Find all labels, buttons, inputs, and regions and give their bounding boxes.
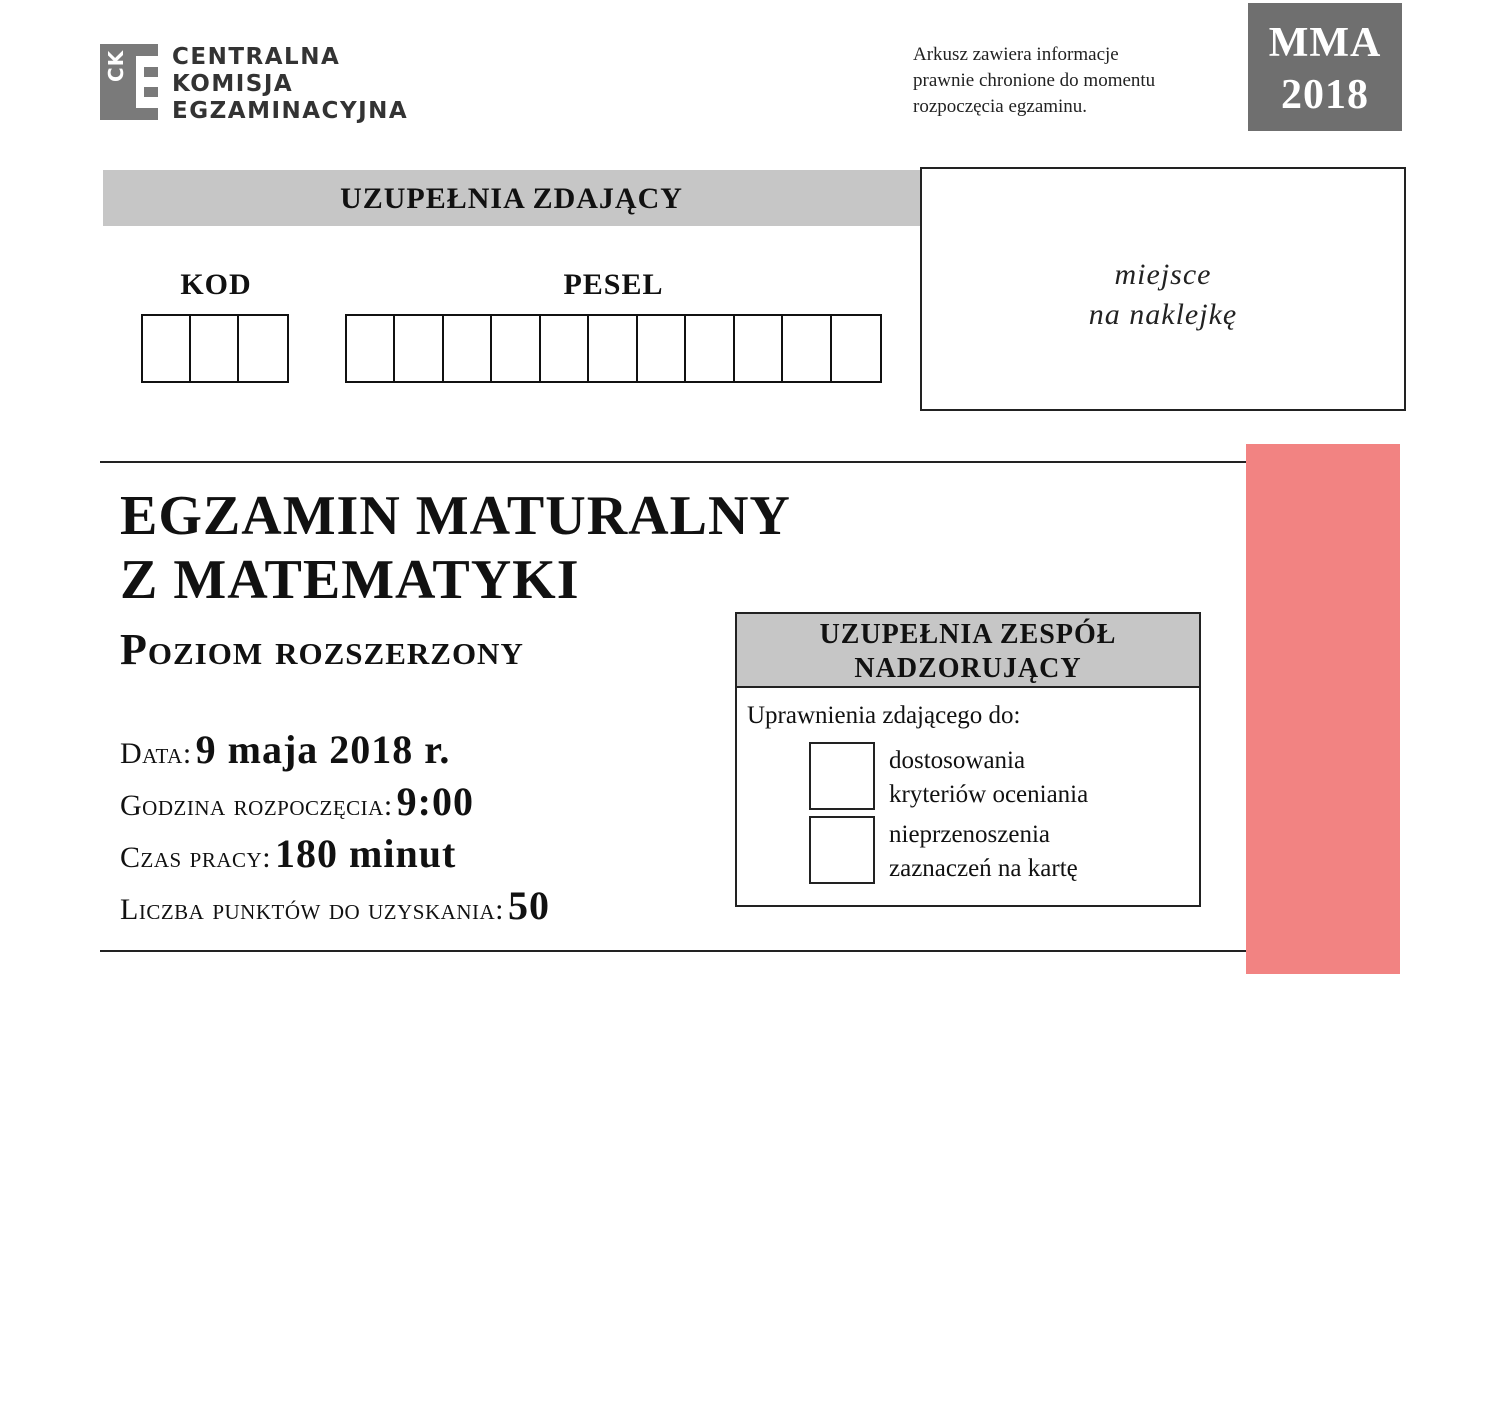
exam-date-key: Data: — [120, 737, 192, 770]
exam-duration-line — [120, 830, 456, 877]
kod-digit-box[interactable] — [191, 316, 239, 381]
exam-date-line — [120, 726, 450, 773]
exam-level: Poziom rozszerzony — [120, 625, 524, 674]
sticker-line-1: miejsce — [1114, 258, 1212, 291]
kod-input-boxes[interactable] — [141, 314, 289, 383]
exam-points-value: 50 — [507, 883, 550, 928]
notice-line-3: rozpoczęcia egzaminu. — [913, 96, 1088, 117]
option1-line-2: kryteriów oceniania — [889, 781, 1089, 808]
exam-title-line-2: Z MATEMATYKI — [120, 549, 580, 611]
logo-e-shape — [136, 56, 158, 108]
supervisors-header-line-1: UZUPEŁNIA ZESPÓŁ — [819, 619, 1117, 650]
divider-top — [100, 461, 1246, 463]
kod-label: KOD — [180, 268, 252, 301]
exam-start-line — [120, 778, 474, 825]
side-stripe-text: NOWA — [1267, 1040, 1398, 1418]
exam-points-line — [120, 882, 550, 929]
sticker-placeholder — [920, 167, 1406, 411]
supervisors-box — [735, 612, 1201, 907]
pesel-digit-box[interactable] — [347, 316, 395, 381]
pesel-digit-box[interactable] — [783, 316, 831, 381]
logo-wordmark — [172, 44, 408, 125]
no-transfer-label — [889, 818, 1078, 886]
logo-mark-text: CK — [104, 49, 128, 82]
exam-start-value: 9:00 — [396, 779, 474, 824]
cke-logo — [100, 44, 420, 124]
cke-logo-mark — [100, 44, 158, 120]
exam-year: 2018 — [1281, 72, 1369, 118]
adapted-criteria-checkbox[interactable] — [809, 742, 875, 810]
pesel-digit-box[interactable] — [638, 316, 686, 381]
supervisors-subtitle: Uprawnienia zdającego do: — [747, 702, 1021, 729]
exam-start-key: Godzina rozpoczęcia: — [120, 789, 393, 822]
exam-title-line-1: EGZAMIN MATURALNY — [120, 485, 791, 547]
candidate-section-header: UZUPEŁNIA ZDAJĄCY — [103, 170, 920, 226]
confidentiality-notice — [913, 42, 1233, 120]
option2-line-1: nieprzenoszenia — [889, 821, 1051, 848]
pesel-digit-box[interactable] — [686, 316, 734, 381]
logo-line-1: CENTRALNA — [172, 44, 341, 70]
adapted-criteria-label — [889, 744, 1088, 812]
notice-line-1: Arkusz zawiera informacje — [913, 44, 1119, 65]
pesel-digit-box[interactable] — [541, 316, 589, 381]
notice-line-2: prawnie chronione do momentu — [913, 70, 1156, 91]
pesel-digit-box[interactable] — [395, 316, 443, 381]
sticker-line-2: na naklejkę — [1088, 298, 1238, 331]
exam-points-key: Liczba punktów do uzyskania: — [120, 893, 504, 926]
pesel-digit-box[interactable] — [832, 316, 880, 381]
option2-line-2: zaznaczeń na kartę — [889, 855, 1078, 882]
pesel-digit-box[interactable] — [492, 316, 540, 381]
logo-line-3: EGZAMINACYJNA — [172, 98, 409, 124]
logo-line-2: KOMISJA — [172, 71, 294, 97]
exam-date-value: 9 maja 2018 r. — [195, 727, 451, 772]
pesel-digit-box[interactable] — [735, 316, 783, 381]
pesel-digit-box[interactable] — [589, 316, 637, 381]
kod-digit-box[interactable] — [143, 316, 191, 381]
pesel-input-boxes[interactable] — [345, 314, 882, 383]
kod-digit-box[interactable] — [239, 316, 287, 381]
divider-bottom — [100, 950, 1246, 952]
no-transfer-checkbox[interactable] — [809, 816, 875, 884]
exam-duration-value: 180 minut — [275, 831, 457, 876]
exam-code-badge — [1248, 3, 1402, 131]
pesel-digit-box[interactable] — [444, 316, 492, 381]
supervisors-header-line-2: NADZORUJĄCY — [854, 653, 1082, 684]
exam-title — [120, 484, 791, 612]
exam-duration-key: Czas pracy: — [120, 841, 272, 874]
side-stripe — [1246, 444, 1400, 1418]
exam-code: MMA — [1268, 20, 1382, 66]
pesel-label: PESEL — [563, 268, 664, 301]
supervisors-header — [737, 614, 1199, 688]
option1-line-1: dostosowania — [889, 747, 1026, 774]
